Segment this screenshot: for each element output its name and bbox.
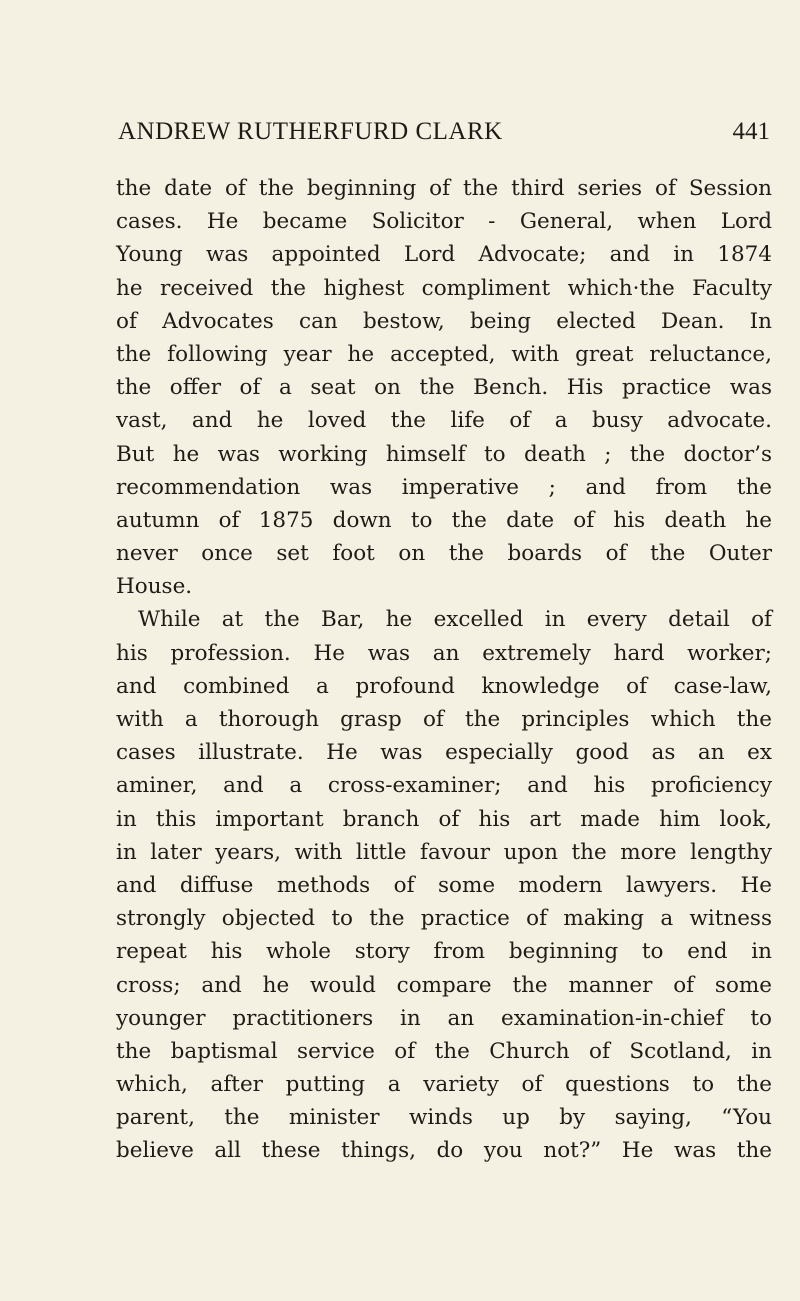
text-line: the offer of a seat on the Bench. His practice was [116, 375, 772, 401]
text-line: cases illustrate. He was especially good as an ex [116, 740, 772, 766]
text-line: with a thorough grasp of the principles which the [116, 707, 772, 732]
text-line: believe all these things, do you not?” He was the [116, 1138, 772, 1164]
paragraph-end-line: House. [116, 574, 193, 600]
text-line: his profession. He was an extremely hard worker; [116, 640, 772, 666]
paragraph-start-line: While at the Bar, he excelled in every detail of [138, 607, 772, 633]
text-line: vast, and he loved the life of a busy advocate. [116, 408, 772, 434]
text-line: in later years, with little favour upon the more lengthy [116, 839, 772, 865]
text-line: cross; and he would compare the manner of some [116, 972, 772, 998]
text-line: which, after putting a variety of questions to the [116, 1072, 772, 1098]
text-line: But he was working himself to death ; the doctor’s [116, 441, 772, 467]
text-line: the date of the beginning of the third series of Session [116, 176, 772, 201]
text-line: cases. He became Solicitor - General, when Lord [116, 209, 772, 235]
running-head-title: ANDREW RUTHERFURD CLARK [118, 118, 503, 145]
text-line: in this important branch of his art made him look, [116, 806, 772, 832]
text-line: younger practitioners in an examination-in-chief to [116, 1005, 772, 1031]
text-line: of Advocates can bestow, being elected Dean. In [116, 308, 772, 334]
text-line: and diffuse methods of some modern lawyers. He [116, 872, 772, 898]
text-line: strongly objected to the practice of making a witness [116, 906, 772, 932]
body-text [116, 172, 772, 1168]
text-line: aminer, and a cross-examiner; and his proficiency [116, 773, 772, 799]
text-line: repeat his whole story from beginning to end in [116, 939, 772, 965]
text-line: parent, the minister winds up by saying, “You [116, 1105, 772, 1131]
page-number: 441 [732, 118, 770, 145]
text-line: Young was appointed Lord Advocate; and in 1874 [116, 242, 772, 268]
text-line: autumn of 1875 down to the date of his death he [116, 507, 772, 533]
text-line: recommendation was imperative ; and from the [116, 474, 772, 500]
text-line: never once set foot on the boards of the Outer [116, 541, 772, 567]
text-line: the following year he accepted, with great reluctance, [116, 341, 772, 367]
text-line: and combined a profound knowledge of case-law, [116, 673, 772, 699]
text-line: the baptismal service of the Church of Scotland, in [116, 1038, 772, 1064]
text-line: he received the highest compliment which·the Faculty [116, 275, 772, 301]
running-head [118, 118, 770, 154]
